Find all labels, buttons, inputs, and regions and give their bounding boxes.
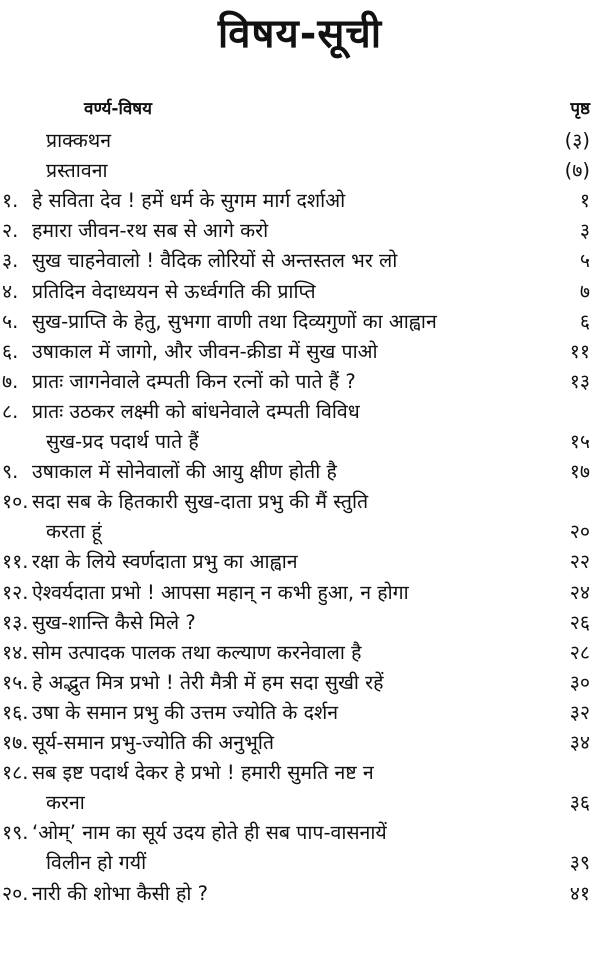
entry-number: १४. bbox=[2, 640, 29, 664]
entry-title: सोम उत्पादक पालक तथा कल्याण करनेवाला है bbox=[32, 640, 362, 664]
entry-title: प्रतिदिन वेदाध्ययन से ऊर्ध्वगति की प्राप्ति bbox=[32, 279, 316, 303]
entry-page: २० bbox=[569, 520, 590, 544]
entry-page: ३४ bbox=[569, 731, 590, 754]
entry-page: ३९ bbox=[569, 851, 590, 875]
subject-column-header: वर्ण्य-विषय bbox=[84, 99, 152, 119]
entry-title: विलीन हो गयीं bbox=[46, 851, 147, 875]
entry-title: ऐश्वर्यदाता प्रभो ! आपसा महान् न कभी हुआ, न होगा bbox=[32, 580, 409, 604]
entry-number: ४. bbox=[2, 279, 19, 303]
entry-page: ३ bbox=[579, 219, 590, 243]
entry-title: सुख चाहनेवालो ! वैदिक लोरियों से अन्तस्तल भर लो bbox=[32, 249, 398, 273]
entry-title: नारी की शोभा कैसी हो ? bbox=[32, 881, 208, 905]
entry-title: उषाकाल में जागो, और जीवन-क्रीडा में सुख पाओ bbox=[32, 339, 378, 363]
entry-number: १५. bbox=[2, 670, 29, 694]
entry-title: उषाकाल में सोनेवालों की आयु क्षीण होती है bbox=[32, 460, 337, 484]
entry-page: ३६ bbox=[569, 791, 590, 815]
entry-number: १६. bbox=[2, 700, 29, 724]
entry-number: १९. bbox=[2, 821, 29, 845]
entry-page: १७ bbox=[569, 460, 590, 484]
entry-title: करना bbox=[46, 791, 85, 815]
entry-title: सुख-शान्ति कैसे मिले ? bbox=[32, 610, 196, 634]
entry-title: प्रातः उठकर लक्ष्मी को बांधनेवाले दम्पती विविध bbox=[32, 399, 360, 423]
page-column-header: पृष्ठ bbox=[570, 99, 590, 119]
entry-title: करता हूं bbox=[46, 520, 102, 544]
entry-page: २४ bbox=[569, 580, 590, 604]
entry-number: १. bbox=[2, 189, 19, 213]
entry-page: ५ bbox=[579, 249, 590, 273]
front-matter-page: (३) bbox=[564, 129, 590, 152]
entry-page: ११ bbox=[569, 339, 590, 363]
entry-number: १७. bbox=[2, 731, 29, 754]
entry-page: ३० bbox=[569, 670, 590, 694]
entry-title: सुख-प्राप्ति के हेतु, सुभगा वाणी तथा दिव्यगुणों का आह्वान bbox=[32, 309, 437, 333]
entry-number: ३. bbox=[2, 249, 19, 273]
entry-number: २०. bbox=[2, 881, 29, 905]
page-title: विषय-सूची bbox=[217, 11, 383, 57]
entry-page: २६ bbox=[569, 610, 590, 634]
entry-title: सब इष्ट पदार्थ देकर हे प्रभो ! हमारी सुमति नष्ट न bbox=[32, 761, 374, 785]
entry-number: ६. bbox=[2, 339, 19, 363]
entry-number: ५. bbox=[2, 309, 19, 333]
entry-title: सुख-प्रद पदार्थ पाते हैं bbox=[46, 430, 199, 453]
entry-title: हे सविता देव ! हमें धर्म के सुगम मार्ग दर्शाओ bbox=[32, 189, 346, 213]
entry-title: प्रातः जागनेवाले दम्पती किन रत्नों को पाते हैं ? bbox=[32, 369, 356, 393]
entry-title: रक्षा के लिये स्वर्णदाता प्रभु का आह्वान bbox=[32, 550, 298, 574]
entry-page: १३ bbox=[569, 369, 590, 393]
front-matter-page: (७) bbox=[564, 159, 590, 183]
entry-page: २८ bbox=[569, 640, 590, 664]
entry-number: ८. bbox=[2, 399, 19, 423]
entry-title: ‘ओम्’ नाम का सूर्य उदय होते ही सब पाप-वासनायें bbox=[32, 821, 387, 845]
entry-number: १०. bbox=[2, 490, 29, 514]
entry-title: सदा सब के हितकारी सुख-दाता प्रभु की मैं स्तुति bbox=[32, 490, 369, 514]
entry-number: १८. bbox=[2, 761, 29, 785]
entry-page: ३२ bbox=[569, 700, 590, 724]
entry-number: १३. bbox=[2, 610, 29, 634]
entry-number: ७. bbox=[2, 369, 19, 393]
entry-page: ७ bbox=[579, 279, 590, 303]
front-matter-title: प्राक्कथन bbox=[46, 129, 112, 152]
entry-title: सूर्य-समान प्रभु-ज्योति की अनुभूति bbox=[32, 731, 274, 754]
entry-number: १२. bbox=[2, 580, 29, 604]
entry-title: हे अद्भुत मित्र प्रभो ! तेरी मैत्री में हम सदा सुखी रहें bbox=[32, 670, 384, 694]
entry-number: ९. bbox=[2, 460, 19, 484]
entry-title: हमारा जीवन-रथ सब से आगे करो bbox=[32, 219, 269, 243]
entry-title: उषा के समान प्रभु की उत्तम ज्योति के दर्शन bbox=[32, 700, 339, 724]
front-matter-title: प्रस्तावना bbox=[46, 159, 108, 183]
entry-number: ११. bbox=[2, 550, 29, 574]
entry-page: ६ bbox=[579, 309, 590, 333]
entry-page: १५ bbox=[569, 430, 590, 453]
entry-page: १ bbox=[579, 189, 590, 213]
entry-page: २२ bbox=[569, 550, 590, 574]
entry-page: ४१ bbox=[569, 881, 590, 905]
entry-number: २. bbox=[2, 219, 19, 243]
